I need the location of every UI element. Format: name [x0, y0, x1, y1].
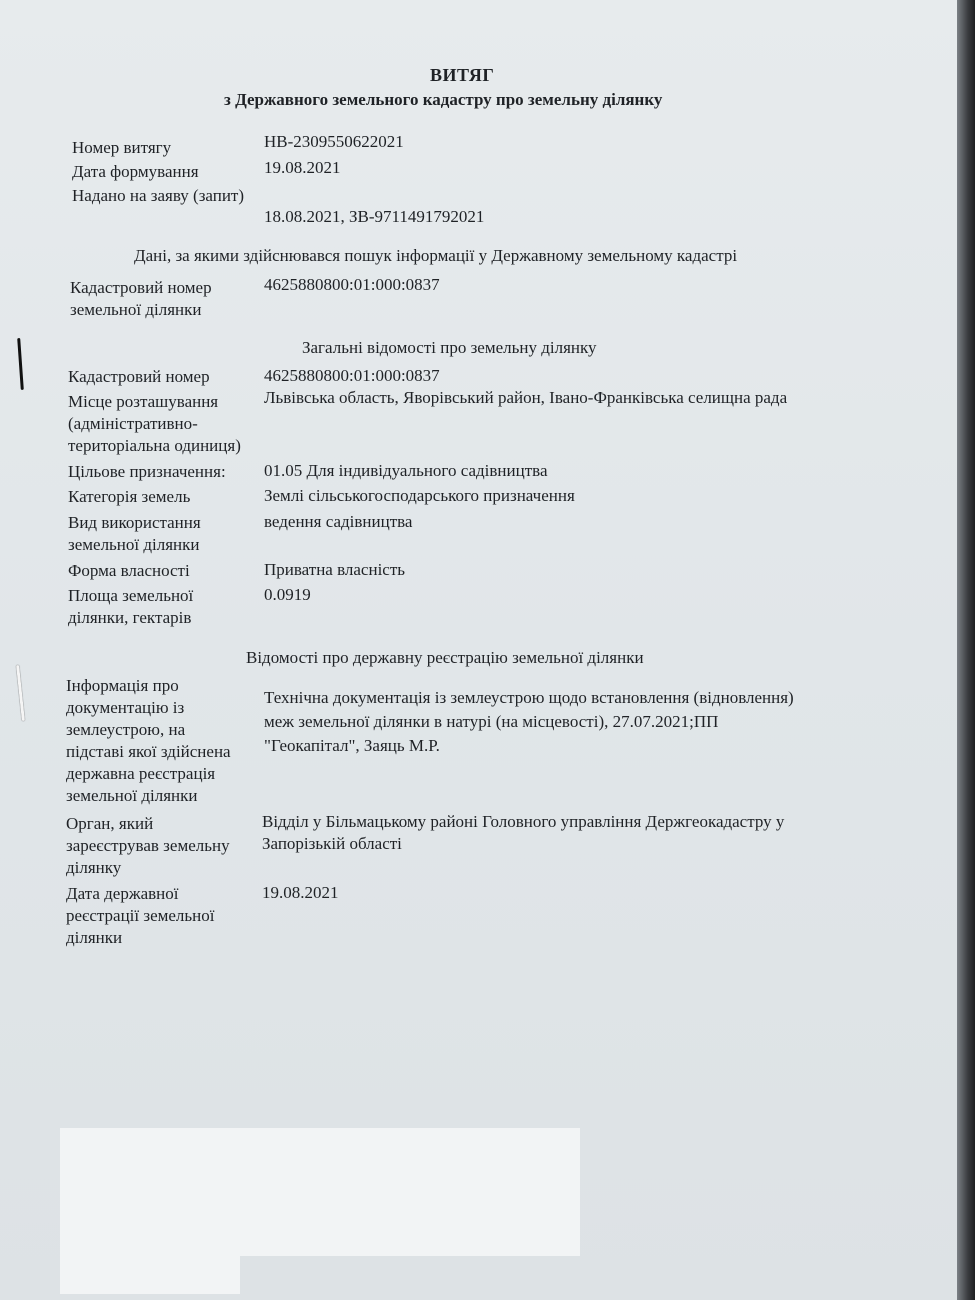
location-label-1: Місце розташування: [68, 392, 219, 411]
general-cadastral-label: Кадастровий номер: [68, 367, 210, 386]
area-label-2: ділянки, гектарів: [68, 608, 192, 627]
extract-date-value: 19.08.2021: [264, 158, 341, 177]
use-label-2: земельної ділянки: [68, 535, 200, 554]
organ-value-line: Відділ у Більмацькому районі Головного управління Держгеокадастру у: [262, 812, 785, 831]
search-cadastral-label-2: земельної ділянки: [70, 300, 202, 319]
area-value: 0.0919: [264, 585, 311, 604]
registration-heading: Відомості про державну реєстрацію земельної ділянки: [246, 648, 644, 667]
reg-date-label-line: реєстрації земельної: [66, 906, 215, 925]
docs-value-line: Технічна документація із землеустрою щодо встановлення (відновлення): [264, 688, 794, 707]
extract-number-label: Номер витягу: [72, 138, 172, 157]
docs-label-line: документацію із: [66, 698, 185, 717]
location-label-3: територіальна одиниця): [68, 436, 241, 455]
category-value: Землі сільськогосподарського призначення: [264, 486, 575, 505]
purpose-value: 01.05 Для індивідуального садівництва: [264, 461, 548, 480]
docs-value-line: "Геокапітал", Заяць М.Р.: [264, 736, 440, 755]
background-edge: [957, 0, 975, 1300]
purpose-label: Цільове призначення:: [68, 462, 226, 481]
organ-value-line: Запорізькій області: [262, 834, 402, 853]
use-label-1: Вид використання: [68, 513, 201, 532]
general-heading: Загальні відомості про земельну ділянку: [302, 338, 597, 357]
docs-label-line: підставі якої здійснена: [66, 742, 231, 761]
pen-mark: [16, 665, 25, 721]
docs-label-line: землеустрою, на: [66, 720, 186, 739]
redacted-area: [60, 1222, 240, 1294]
reg-date-label-line: Дата державної: [66, 884, 179, 903]
search-cadastral-value: 4625880800:01:000:0837: [264, 275, 440, 294]
docs-label-line: земельної ділянки: [66, 786, 198, 805]
organ-label-line: ділянку: [66, 858, 122, 877]
docs-value-line: меж земельної ділянки в натурі (на місцевості), 27.07.2021;ПП: [264, 712, 719, 731]
location-label-2: (адміністративно-: [68, 414, 198, 433]
category-label: Категорія земель: [68, 487, 191, 506]
docs-label-line: державна реєстрація: [66, 764, 216, 783]
extract-request-label: Надано на заяву (запит): [72, 186, 245, 205]
organ-label-line: зареєстрував земельну: [66, 836, 230, 855]
search-cadastral-label-1: Кадастровий номер: [70, 278, 212, 297]
location-value: Львівська область, Яворівський район, Івано-Франківська селищна рада: [264, 388, 788, 407]
search-heading: Дані, за якими здійснювався пошук інформації у Державному земельному кадастрі: [134, 246, 738, 265]
reg-date-label-line: ділянки: [66, 928, 123, 947]
docs-label-line: Інформація про: [66, 676, 179, 695]
extract-number-value: НВ-2309550622021: [264, 132, 404, 151]
document-subtitle: з Державного земельного кадастру про земельну ділянку: [224, 90, 663, 109]
pen-mark: [17, 338, 24, 390]
extract-date-label: Дата формування: [72, 162, 199, 181]
extract-request-value: 18.08.2021, ЗВ-9711491792021: [264, 207, 485, 226]
use-value: ведення садівництва: [264, 512, 413, 531]
general-cadastral-value: 4625880800:01:000:0837: [264, 366, 440, 385]
ownership-value: Приватна власність: [264, 560, 406, 579]
area-label-1: Площа земельної: [68, 586, 194, 605]
document-title: ВИТЯГ: [430, 65, 495, 85]
organ-label-line: Орган, який: [66, 814, 154, 833]
ownership-label: Форма власності: [68, 561, 190, 580]
reg-date-value: 19.08.2021: [262, 883, 339, 902]
